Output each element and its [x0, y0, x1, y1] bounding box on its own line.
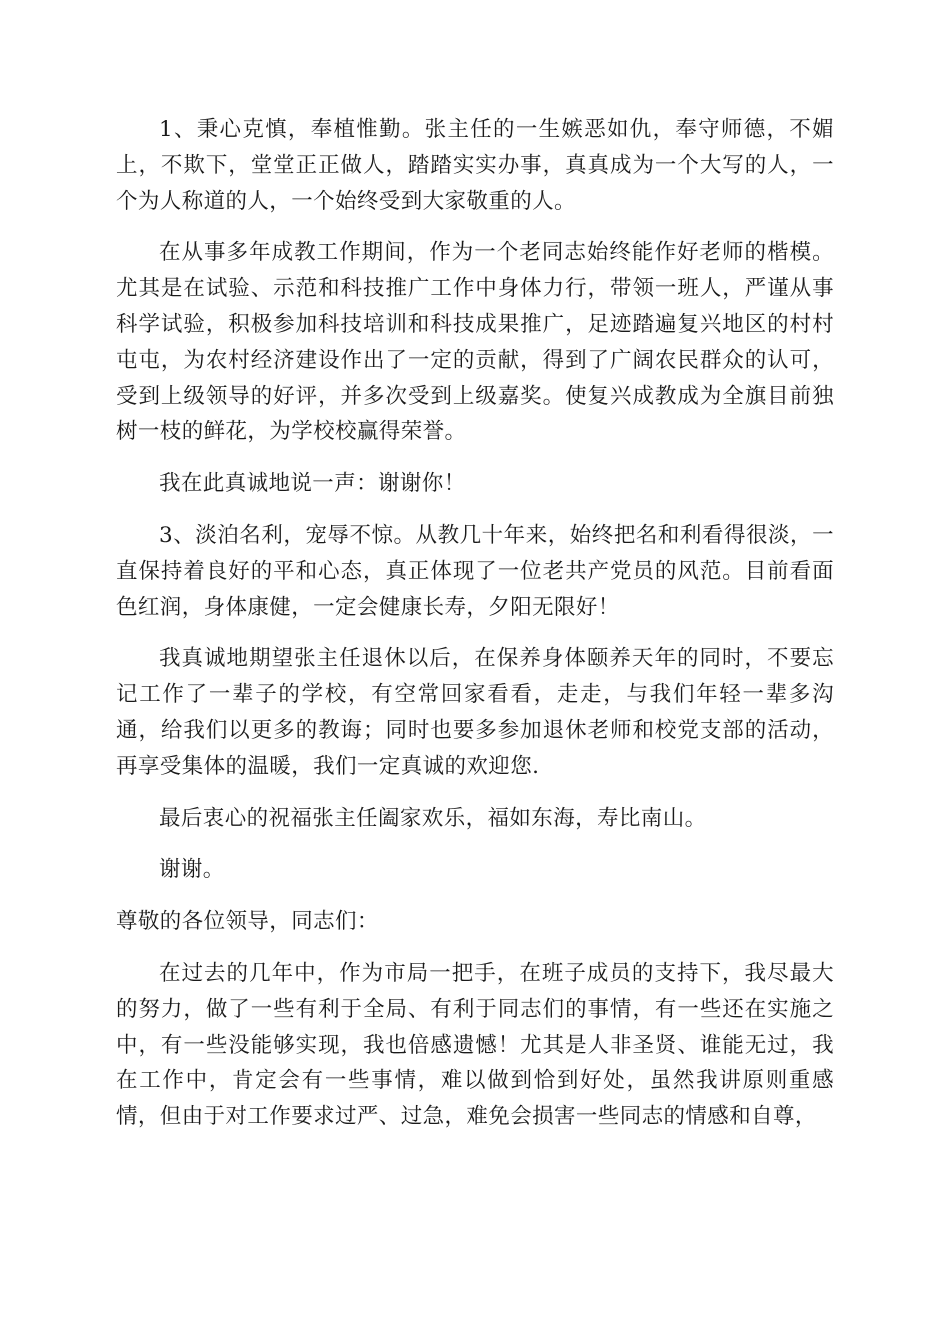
paragraph-4: 3、淡泊名利，宠辱不惊。从教几十年来，始终把名和利看得很淡，一直保持着良好的平和心态，真正体现了一位老共产党员的风范。目前看面色红润，身体康健，一定会健康长寿，夕阳无限好！: [116, 522, 834, 620]
paragraph-3: 我在此真诚地说一声：谢谢你！: [159, 471, 466, 497]
paragraph-7: 谢谢。: [159, 857, 225, 883]
paragraph-5: 我真诚地期望张主任退休以后，在保养身体颐养天年的同时，不要忘记工作了一辈子的学校，有空常回家看看，走走，与我们年轻一辈多沟通，给我们以更多的教诲；同时也要多参加退休老师和校党支部的活动，再享受集体的温暖，我们一定真诚的欢迎您.: [116, 646, 834, 779]
paragraph-6: 最后衷心的祝福张主任阖家欢乐，福如东海，寿比南山。: [159, 805, 707, 831]
paragraph-1: 1、秉心克慎，奉植惟勤。张主任的一生嫉恶如仇，奉守师德，不媚上，不欺下，堂堂正正做人，踏踏实实办事，真真成为一个大写的人，一个为人称道的人，一个始终受到大家敬重的人。: [116, 117, 834, 214]
paragraph-9: 在过去的几年中，作为市局一把手，在班子成员的支持下，我尽最大的努力，做了一些有利于全局、有利于同志们的事情，有一些还在实施之中，有一些没能够实现，我也倍感遗憾！尤其是人非圣贤、谁能无过，我在工作中，肯定会有一些事情，难以做到恰到好处，虽然我讲原则重感情，但由于对工作要求过严、过急，难免会损害一些同志的情感和自尊，: [116, 960, 834, 1130]
paragraph-2: 在从事多年成教工作期间，作为一个老同志始终能作好老师的楷模。尤其是在试验、示范和科技推广工作中身体力行，带领一班人，严谨从事科学试验，积极参加科技培训和科技成果推广，足迹踏遍复兴地区的村村屯屯，为农村经济建设作出了一定的贡献，得到了广阔农民群众的认可，受到上级领导的好评，并多次受到上级嘉奖。使复兴成教成为全旗目前独树一枝的鲜花，为学校校赢得荣誉。: [116, 240, 834, 445]
salutation: 尊敬的各位领导，同志们：: [116, 909, 379, 935]
document-body: [116, 112, 834, 1151]
